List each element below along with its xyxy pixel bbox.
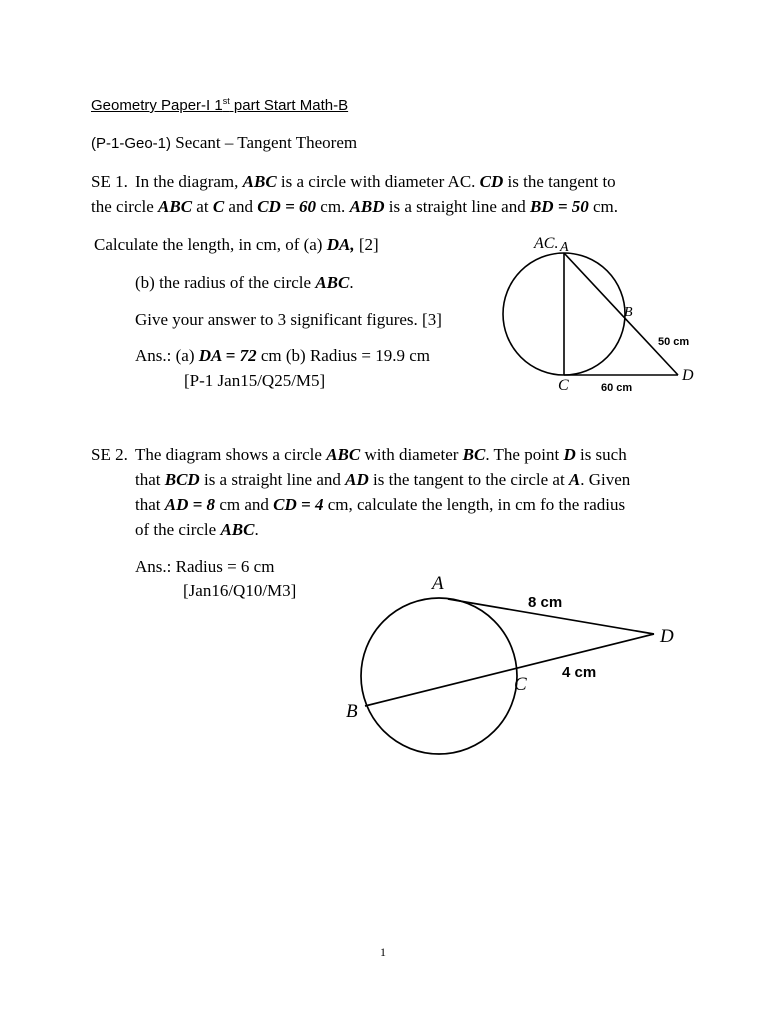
q2-number: SE 2. [91,445,128,464]
section-heading: (P-1-Geo-1) Secant – Tangent Theorem [91,133,358,152]
q1-label-cd: 60 cm [601,382,633,394]
q1-label-d: D [682,367,694,384]
q2-label-a: A [432,573,444,594]
q2-label-c: C [514,674,527,695]
q2-circle [361,598,517,754]
q1-label-a: A [560,240,569,255]
q1-diagram [490,228,710,404]
q1-line-2: the circle ABC at C and CD = 60 cm. ABD is a straight line and BD = 50 cm. [91,197,619,216]
q1-part-a: Calculate the length, in cm, of (a) DA, [2] [94,235,379,254]
q1-label-c: C [558,377,569,394]
q2-label-b: B [346,701,358,722]
q2-diagram [340,568,690,778]
q2-reference: [Jan16/Q10/M3] [183,581,297,600]
page-number: 1 [380,945,386,959]
document-title: Geometry Paper-I 1st part Start Math-B [91,96,349,114]
q2-line-3: that AD = 8 cm and CD = 4 cm, calculate the length, in cm fo the radius [135,495,626,514]
q1-secant-ad [564,253,678,375]
q1-part-b: (b) the radius of the circle ABC. [135,273,354,292]
q1-sig-figs: Give your answer to 3 significant figures. [3] [135,310,442,329]
q2-label-cd: 4 cm [562,664,597,681]
q2-line-1: The diagram shows a circle ABC with diameter BC. The point D is such [135,445,627,464]
q2-secant-bd [365,634,654,706]
q1-label-ac: AC. [534,235,559,252]
q2-line-2: that BCD is a straight line and AD is the tangent to the circle at A. Given [135,470,631,489]
q1-reference: [P-1 Jan15/Q25/M5] [184,371,326,390]
q2-line-4: of the circle ABC. [135,520,259,539]
q1-answer: Ans.: (a) DA = 72 cm (b) Radius = 19.9 cm [135,346,431,365]
q1-label-b: B [624,305,633,320]
q2-label-d: D [660,626,674,647]
q2-answer: Ans.: Radius = 6 cm [135,557,275,576]
q1-label-bd: 50 cm [658,336,690,348]
q2-label-ad: 8 cm [528,594,563,611]
q1-line-1: In the diagram, ABC is a circle with diameter AC. CD is the tangent to [135,172,616,191]
q1-number: SE 1. [91,172,128,191]
